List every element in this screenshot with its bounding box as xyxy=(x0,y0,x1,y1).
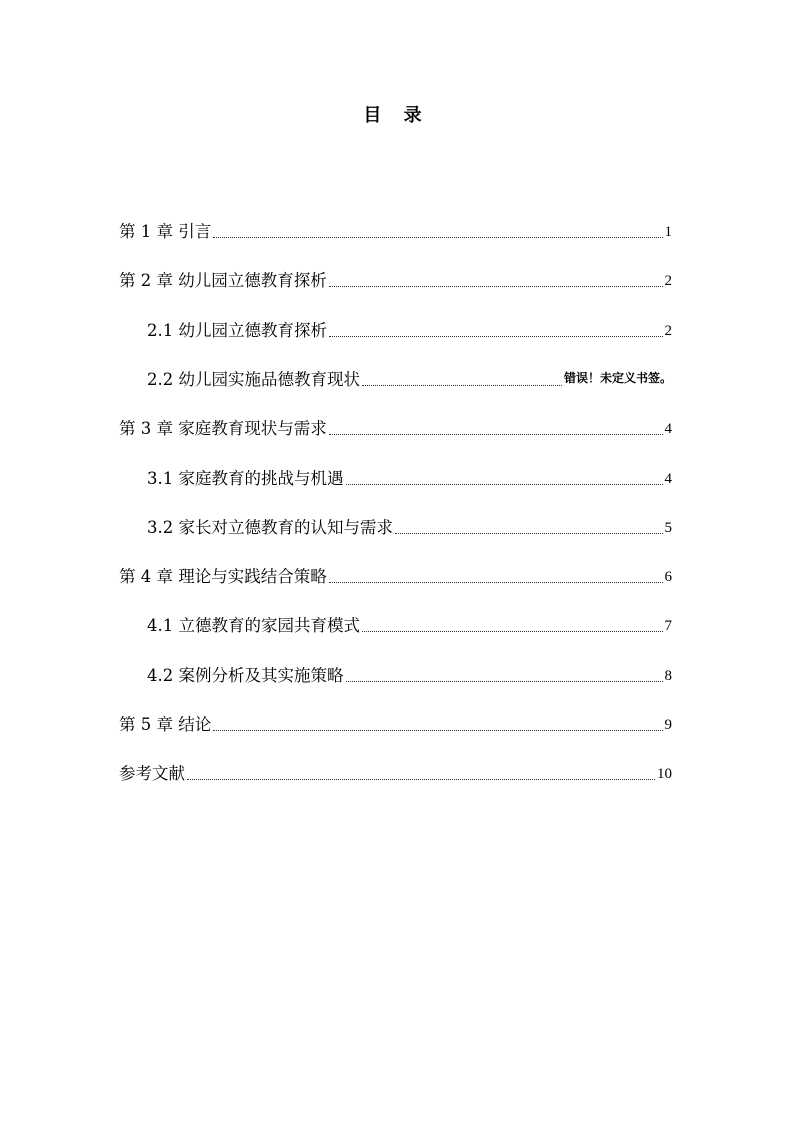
toc-entry[interactable] xyxy=(147,467,672,491)
toc-entry[interactable] xyxy=(147,319,672,343)
toc-dot-leader xyxy=(329,336,663,337)
toc-dot-leader xyxy=(329,582,663,583)
toc-dot-leader xyxy=(213,730,662,731)
toc-entry[interactable] xyxy=(147,516,672,540)
toc-dot-leader xyxy=(362,631,663,632)
toc-dot-leader xyxy=(213,237,662,238)
toc-entry-page-number: 1 xyxy=(664,224,672,240)
toc-entry[interactable] xyxy=(119,713,672,737)
toc-entry[interactable] xyxy=(119,269,672,293)
toc-entry-label: 2.2 幼儿园实施品德教育现状 xyxy=(147,369,360,389)
toc-entry-label: 第 5 章 结论 xyxy=(119,715,212,734)
toc-entry-label: 第 4 章 理论与实践结合策略 xyxy=(119,567,327,587)
toc-entry-page-number: 9 xyxy=(664,717,672,733)
toc-entry-label: 第 2 章 幼儿园立德教育探析 xyxy=(119,271,327,291)
toc-dot-leader xyxy=(329,434,663,435)
toc-dot-leader xyxy=(346,484,663,485)
toc-entry-label: 3.1 家庭教育的挑战与机遇 xyxy=(147,468,344,488)
toc-entry[interactable] xyxy=(119,417,672,441)
toc-entry-label: 参考文献 xyxy=(119,764,185,784)
toc-entry-page-number: 6 xyxy=(664,569,672,586)
toc-dot-leader xyxy=(395,533,663,534)
toc-entry[interactable] xyxy=(119,220,672,244)
toc-entry-label: 第 3 章 家庭教育现状与需求 xyxy=(119,419,327,439)
toc-dot-leader xyxy=(329,286,663,287)
toc-entry-page-number: 4 xyxy=(664,470,672,487)
toc-entry-label: 3.2 家长对立德教育的认知与需求 xyxy=(147,517,393,537)
toc-entry-page-number: 10 xyxy=(657,766,672,783)
toc-bookmark-error-text: 错误！未定义书签。 xyxy=(563,370,672,385)
toc-entry[interactable] xyxy=(147,614,672,638)
toc-title: 目 录 xyxy=(363,105,430,126)
toc-entry[interactable] xyxy=(119,565,672,589)
toc-entry-page-number: 2 xyxy=(664,273,672,290)
toc-entry-label: 4.2 案例分析及其实施策略 xyxy=(147,665,344,685)
toc-entry-label: 2.1 幼儿园立德教育探析 xyxy=(147,320,327,340)
toc-entry[interactable] xyxy=(119,762,672,786)
toc-entry-page-number: 4 xyxy=(664,421,672,438)
toc-entry[interactable] xyxy=(147,368,672,392)
toc-entry-page-number: 8 xyxy=(664,667,672,684)
toc-entry-page-number: 5 xyxy=(664,519,672,536)
toc-dot-leader xyxy=(346,681,663,682)
toc-entry-page-number: 2 xyxy=(664,322,672,339)
toc-entry-label: 第 1 章 引言 xyxy=(119,222,212,241)
toc-entry-label: 4.1 立德教育的家园共育模式 xyxy=(147,616,360,636)
toc-entry-page-number: 7 xyxy=(664,618,672,635)
toc-dot-leader xyxy=(362,385,562,386)
toc-dot-leader xyxy=(187,779,655,780)
toc-entry[interactable] xyxy=(147,664,672,688)
